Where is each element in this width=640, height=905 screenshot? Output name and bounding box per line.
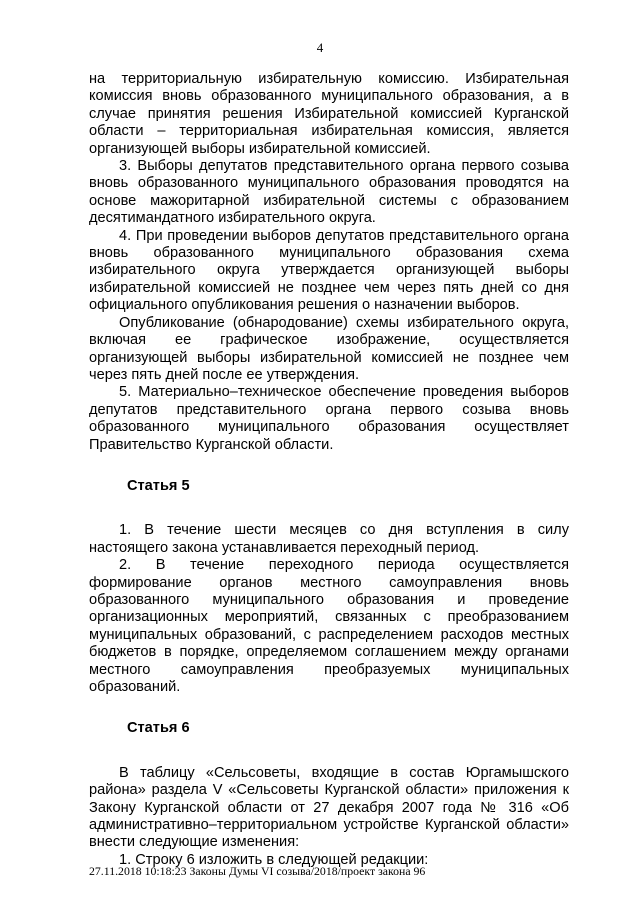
page-number: 4 xyxy=(316,40,324,55)
article-5-paragraph-1: 1. В течение шести месяцев со дня вступления в силу настоящего закона устанавливается переходный период. xyxy=(89,522,569,556)
article-5-heading: Статья 5 xyxy=(127,477,190,494)
paragraph-item-3: 3. Выборы депутатов представительного органа первого созыва вновь образованного муниципального образования проводятся на основе мажоритарной избирательной системы с образованием десятимандатного избирательного округа. xyxy=(89,158,569,227)
document-body xyxy=(89,71,569,869)
paragraph-publication: Опубликование (обнародование) схемы избирательного округа, включая ее графическое изображение, осуществляется организующей выборы избирательной комиссией не позднее чем через пять дней после ее утверждения. xyxy=(89,314,569,383)
article-6-heading: Статья 6 xyxy=(127,720,190,737)
article-6-paragraph-2: 1. Строку 6 изложить в следующей редакции: xyxy=(119,851,429,868)
article-5-paragraph-2: 2. В течение переходного периода осуществляется формирование органов местного самоуправления вновь образованного муниципального образования и проведение организационных мероприятий, связанных с преобразованием муниципальных образований, с распределением расходов местных бюджетов в порядке, определяемом соглашением между органами местного самоуправления преобразуемых муниципальных образований. xyxy=(89,557,569,695)
paragraph-item-5: 5. Материально–техническое обеспечение проведения выборов депутатов представительного органа первого созыва вновь образованного муниципального образования осуществляет Правительство Курганской области. xyxy=(89,384,569,453)
document-footer: 27.11.2018 10:18:23 Законы Думы VI созыва/2018/проект закона 96 xyxy=(89,864,426,878)
article-6-paragraph-1: В таблицу «Сельсоветы, входящие в состав Юргамышского района» раздела V «Сельсоветы Курганской области» приложения к Закону Курганской области от 27 декабря 2007 года № 316 «Об административно–территориальном устройстве Курганской области» внести следующие изменения: xyxy=(89,764,569,851)
paragraph-continuation: на территориальную избирательную комиссию. Избирательная комиссия вновь образованного муниципального образования, а в случае принятия решения Избирательной комиссией Курганской области – территориальная избирательная комиссия, является организующей выборы избирательной комиссией. xyxy=(89,71,569,157)
paragraph-item-4: 4. При проведении выборов депутатов представительного органа вновь образованного муниципального образования схема избирательного округа утверждается организующей выборы избирательной комиссией не позднее чем через пять дней со дня официального опубликования решения о назначении выборов. xyxy=(89,227,569,314)
